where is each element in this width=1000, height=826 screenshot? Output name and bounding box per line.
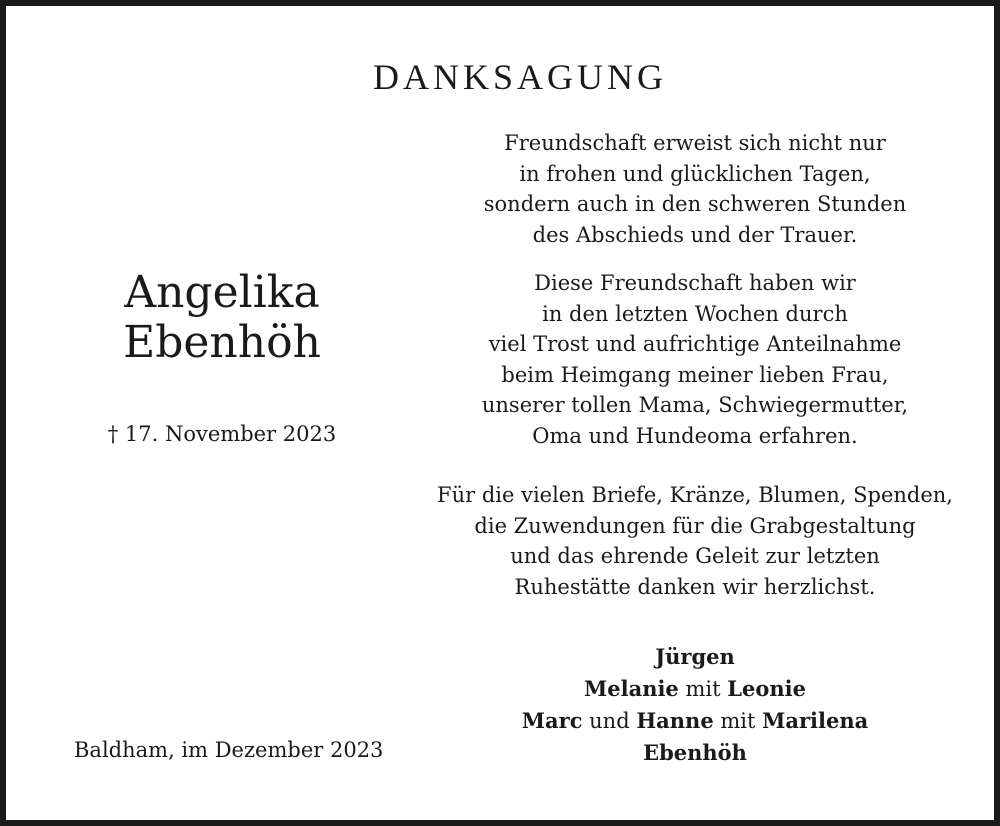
place-and-date: Baldham, im Dezember 2023 <box>74 738 384 762</box>
page-title: DANKSAGUNG <box>372 57 667 97</box>
paragraph-sympathy <box>405 268 985 451</box>
text-line: viel Trost und aufrichtige Anteilnahme <box>488 332 902 356</box>
text-line: und das ehrende Geleit zur letzten <box>510 544 880 568</box>
text-line: in den letzten Wochen durch <box>542 301 848 326</box>
deceased-last-name: Ebenhöh <box>123 317 321 368</box>
signatures <box>405 641 985 769</box>
text-line: sondern auch in den schweren Stunden <box>483 192 907 216</box>
text-line: in frohen und glücklichen Tagen, <box>519 161 871 186</box>
deceased-first-name: Angelika <box>124 267 320 318</box>
death-date: † 17. November 2023 <box>107 422 337 446</box>
signature-name: Marc <box>521 708 583 733</box>
signature-joiner: mit <box>713 709 763 733</box>
paragraph-friendship <box>405 128 985 250</box>
text-line: Für die vielen Briefe, Kränze, Blumen, Spenden, <box>437 483 953 507</box>
text-line: die Zuwendungen für die Grabgestaltung <box>474 513 916 538</box>
signature-line <box>405 737 985 769</box>
text-line: Ruhestätte danken wir herzlichst. <box>514 574 876 599</box>
deceased-name <box>72 268 372 368</box>
signature-name: Melanie <box>584 676 679 701</box>
text-line: Oma und Hundeoma erfahren. <box>532 423 858 448</box>
text-line: Freundschaft erweist sich nicht nur <box>504 131 886 155</box>
text-line: Diese Freundschaft haben wir <box>534 271 856 295</box>
signature-line <box>405 705 985 737</box>
signature-name: Marilena <box>762 708 869 733</box>
paragraph-thanks <box>405 480 985 602</box>
signature-line <box>405 673 985 705</box>
text-line: des Abschieds und der Trauer. <box>532 222 858 247</box>
signature-name: Jürgen <box>655 644 735 669</box>
signature-family-name: Ebenhöh <box>643 740 747 765</box>
text-line: unserer tollen Mama, Schwiegermutter, <box>481 393 909 417</box>
signature-name: Hanne <box>636 708 714 733</box>
signature-line <box>405 641 985 673</box>
text-line: beim Heimgang meiner lieben Frau, <box>501 362 889 387</box>
signature-joiner: mit <box>678 677 728 701</box>
signature-joiner: und <box>582 709 637 733</box>
signature-name: Leonie <box>727 676 806 701</box>
